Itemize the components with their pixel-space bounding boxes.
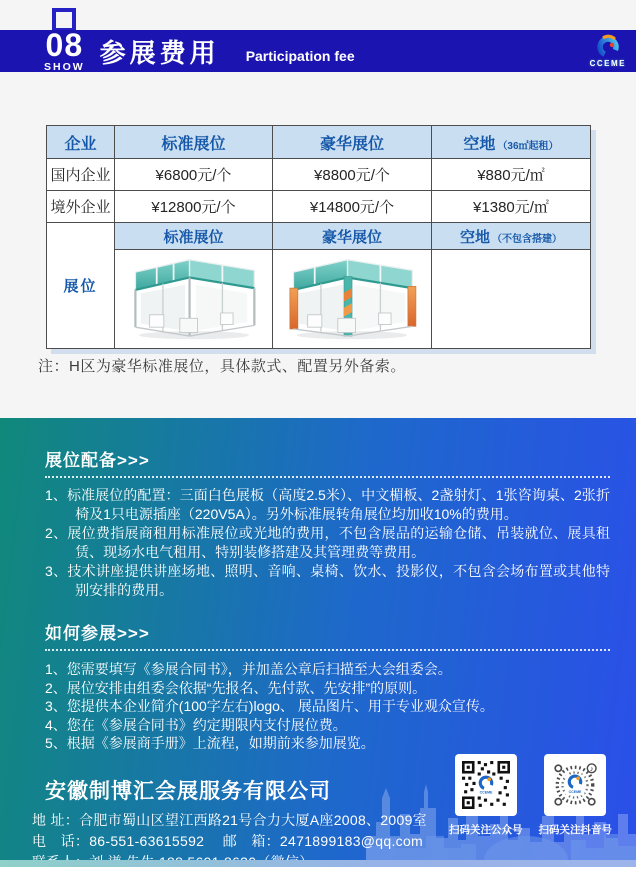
howto-item-4: 4、您在《参展合同书》约定期限内支付展位费。 bbox=[45, 716, 347, 733]
douyin-qr-logo-text: CCEME bbox=[568, 789, 582, 794]
price-overseas-standard: ¥12800元/个 bbox=[115, 191, 273, 223]
douyin-qr-code-icon bbox=[551, 761, 599, 809]
row-label-overseas: 境外企业 bbox=[47, 191, 115, 223]
booth-sub-deluxe: 豪华展位 bbox=[273, 223, 432, 250]
col-header-enterprise: 企业 bbox=[47, 126, 115, 159]
cceme-logo bbox=[590, 34, 626, 68]
wechat-qr-logo-text: CCEME bbox=[479, 790, 493, 795]
table-row-domestic bbox=[47, 159, 591, 191]
price-domestic-space: ¥880元/㎡ bbox=[432, 159, 591, 191]
show-label: SHOW bbox=[44, 61, 85, 74]
bottom-strip bbox=[0, 860, 636, 867]
col-header-deluxe: 豪华展位 bbox=[273, 126, 432, 159]
company-name: 安徽制博汇会展服务有限公司 bbox=[45, 779, 331, 803]
logo-text: CCEME bbox=[589, 59, 626, 68]
howto-item-2: 2、展位安排由组委会依据“先报名、先付款、先安排”的原则。 bbox=[45, 679, 427, 696]
info-section bbox=[0, 418, 636, 891]
page-subtitle: Participation fee bbox=[245, 48, 355, 64]
table-row-overseas bbox=[47, 191, 591, 223]
section-number: 08 bbox=[45, 27, 84, 64]
booth-config-list bbox=[45, 486, 610, 600]
table-note: 注：H区为豪华标准展位，具体款式、配置另外备索。 bbox=[38, 358, 406, 375]
price-domestic-deluxe: ¥8800元/个 bbox=[273, 159, 432, 191]
wechat-qr-box bbox=[455, 754, 517, 816]
config-item-1: 1、标准展位的配置：三面白色展板（高度2.5米）、中文楣板、2盏射灯、1张咨询桌、2张折椅及1只电源插座（220V5A）。另外标准展转角展位均加收10%的费用。 bbox=[45, 487, 610, 522]
booth-config-title: 展位配备>>> bbox=[45, 446, 610, 478]
booth-sub-standard: 标准展位 bbox=[115, 223, 273, 250]
deluxe-booth-image bbox=[281, 252, 423, 342]
col-header-space bbox=[432, 126, 591, 159]
logo-swirl-icon bbox=[591, 34, 625, 58]
price-overseas-space: ¥1380元/㎡ bbox=[432, 191, 591, 223]
booth-sub-space bbox=[432, 223, 591, 250]
standard-booth-cell bbox=[115, 250, 273, 349]
how-to-join-list bbox=[45, 660, 610, 753]
section-number-block bbox=[44, 29, 85, 73]
booth-image-row bbox=[47, 250, 591, 349]
config-item-2: 2、展位费指展商租用标准展位或光地的费用，不包含展品的运输仓储、吊装就位、展具租赁、现场水电气租用、特别装修搭建及其管理费等费用。 bbox=[45, 525, 610, 560]
empty-space-cell bbox=[432, 250, 591, 349]
price-domestic-standard: ¥6800元/个 bbox=[115, 159, 273, 191]
qr-area bbox=[449, 754, 612, 837]
row-label-domestic: 国内企业 bbox=[47, 159, 115, 191]
header-bar bbox=[0, 27, 636, 74]
company-website: 大会官网：www.ccieme.cc bbox=[32, 874, 204, 891]
pricing-table bbox=[46, 125, 591, 349]
music-note-icon: ♪ bbox=[590, 764, 594, 774]
howto-item-3: 3、您提供本企业简介(100字左右)logo、 展品图片、用于专业观众宣传。 bbox=[45, 698, 494, 714]
booth-sub-space-label: 空地 bbox=[459, 228, 490, 246]
col-header-space-note: （36㎡起租） bbox=[497, 140, 559, 152]
company-phone-email: 电 话：86-551-63615592 邮 箱：2471899183@qq.com bbox=[32, 832, 424, 849]
price-overseas-deluxe: ¥14800元/个 bbox=[273, 191, 432, 223]
standard-booth-image bbox=[123, 252, 265, 342]
douyin-qr bbox=[539, 754, 613, 837]
table-header-row bbox=[47, 126, 591, 159]
wechat-qr-label: 扫码关注公众号 bbox=[449, 824, 523, 836]
wechat-qr-code-icon bbox=[462, 761, 510, 809]
page-title: 参展费用 bbox=[99, 37, 220, 68]
douyin-qr-label: 扫码关注抖音号 bbox=[538, 824, 612, 836]
howto-item-1: 1、您需要填写《参展合同书》，并加盖公章后扫描至大会组委会。 bbox=[45, 661, 452, 677]
douyin-qr-box bbox=[544, 754, 606, 816]
booth-row-label: 展位 bbox=[47, 223, 115, 349]
booth-subheader-row bbox=[47, 223, 591, 250]
col-header-space-label: 空地 bbox=[463, 135, 496, 153]
config-item-3: 3、技术讲座提供讲座场地、照明、音响、桌椅、饮水、投影仪，不包含会场布置或其他特别安排的费用。 bbox=[45, 563, 610, 598]
col-header-standard: 标准展位 bbox=[115, 126, 273, 159]
booth-sub-space-note: （不包含搭建） bbox=[492, 233, 562, 245]
wechat-qr bbox=[449, 754, 523, 837]
company-address: 地 址：合肥市蜀山区望江西路21号合力大厦A座2008、2009室 bbox=[32, 811, 427, 828]
howto-item-5: 5、根据《参展商手册》上流程，如期前来参加展览。 bbox=[45, 735, 375, 751]
deluxe-booth-cell bbox=[273, 250, 432, 349]
how-to-join-title: 如何参展>>> bbox=[45, 619, 610, 651]
